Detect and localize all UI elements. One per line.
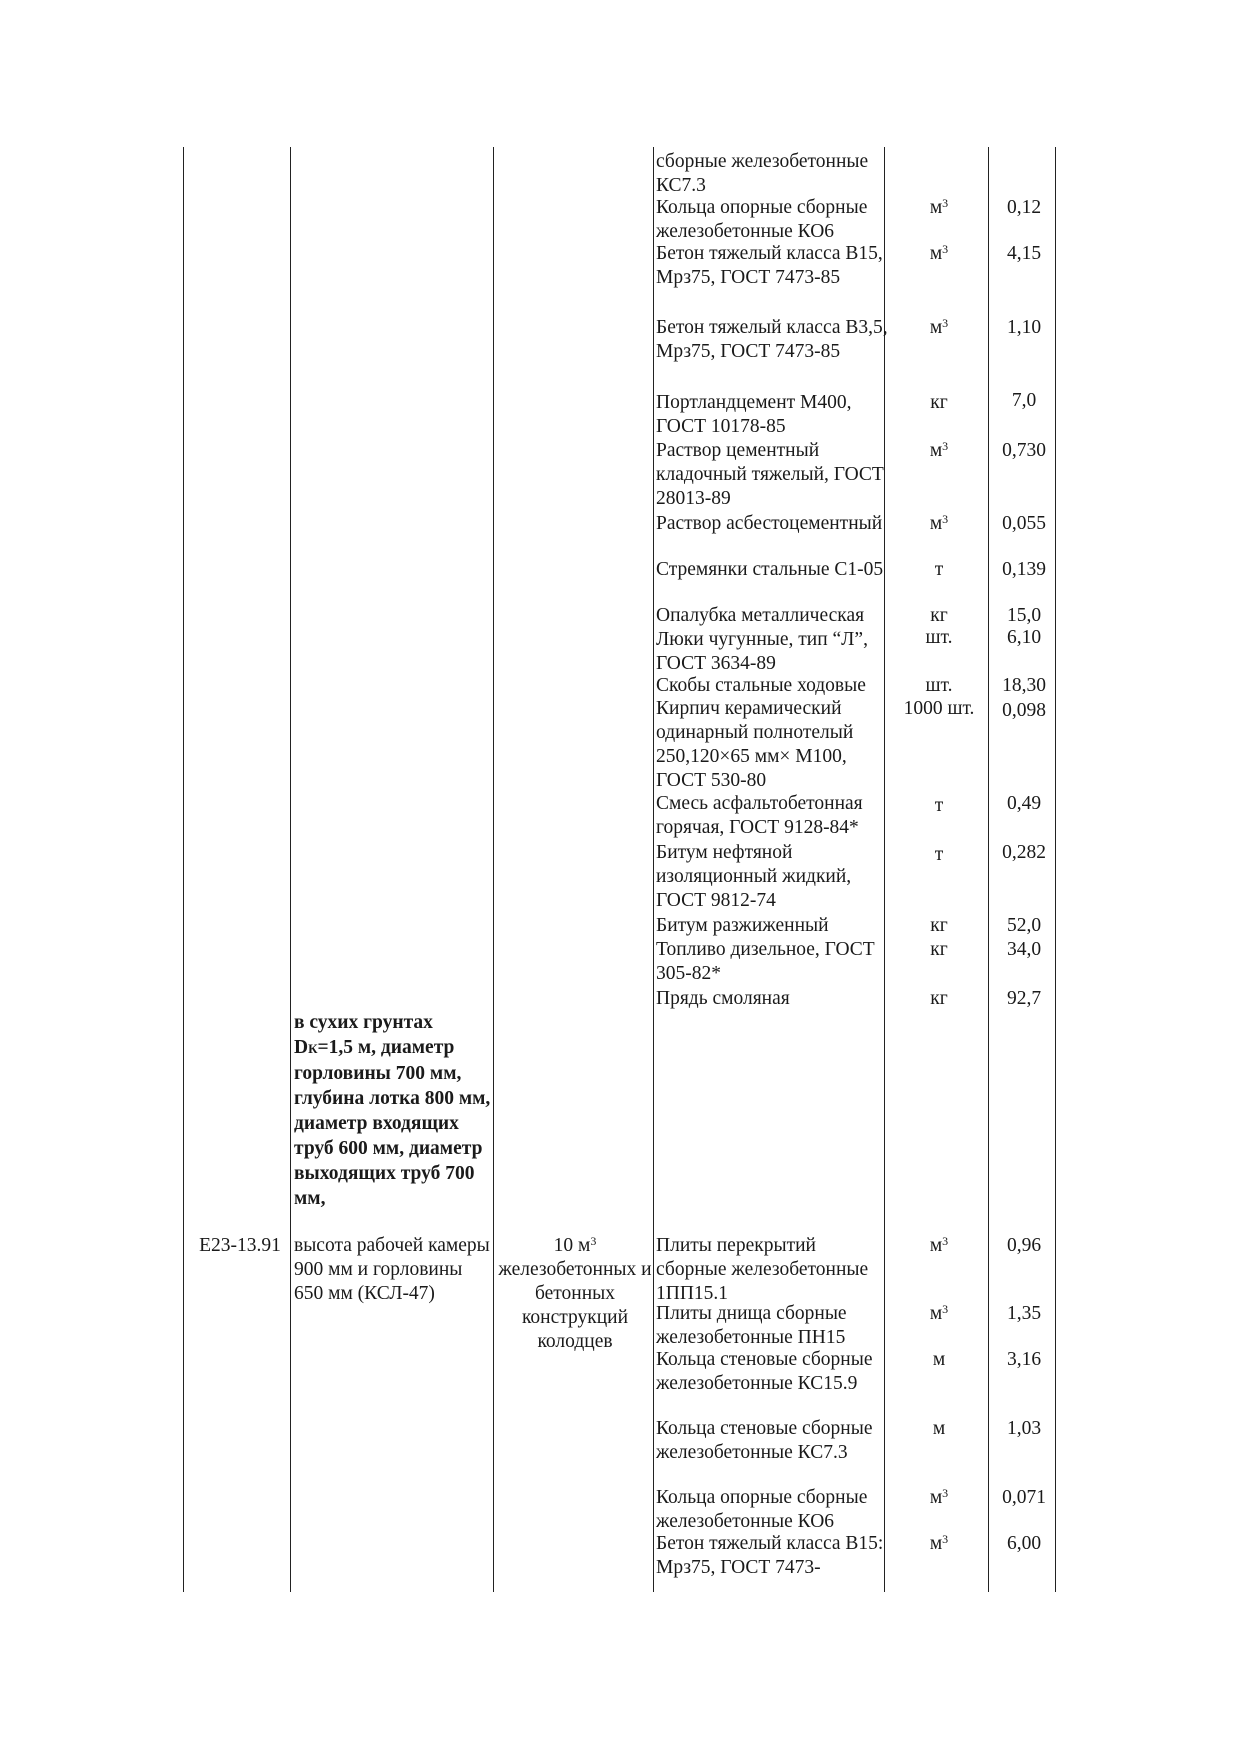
quantity-cell: 6,10 (1006, 627, 1042, 648)
unit-cell: кг (930, 915, 948, 936)
column-rule (988, 147, 989, 1592)
quantity-cell: 6,00 (1006, 1533, 1042, 1554)
quantity-cell: 0,730 (1002, 440, 1046, 461)
unit-cell: $м^3$ (929, 1234, 949, 1256)
unit-cell: т (934, 844, 944, 865)
column-rule (290, 147, 291, 1592)
material-name: Бетон тяжелый класса В3,5, Мрз75, ГОСТ 7473-85 (656, 317, 888, 362)
quantity-cell: 0,96 (1006, 1235, 1042, 1256)
quantity-cell: 1,10 (1006, 317, 1042, 338)
material-name: Битум разжиженный (656, 915, 829, 936)
material-name: Кирпич керамический одинарный полнотелый 250,120×65 мм× М100, ГОСТ 530-80 (656, 698, 854, 791)
unit-cell: $м^3$ (929, 439, 949, 461)
unit-cell: $м^3$ (929, 512, 949, 534)
quantity-cell: 7,0 (1011, 390, 1037, 411)
material-name: Раствор асбестоцементный (656, 513, 883, 534)
material-name: Скобы стальные ходовые (656, 675, 866, 696)
material-name: Прядь смоляная (656, 988, 790, 1009)
unit-cell: $м^3$ (929, 316, 949, 338)
quantity-cell: 15,0 (1006, 605, 1042, 626)
material-name: Смесь асфальтобетонная горячая, ГОСТ 9128-84* (656, 793, 863, 838)
material-name: сборные железобетонные КС7.3 (656, 151, 869, 196)
unit-cell: $м^3$ (929, 1486, 949, 1508)
material-name: Кольца опорные сборные железобетонные КО6 (656, 1487, 868, 1532)
unit-cell: кг (930, 988, 948, 1009)
quantity-cell: 92,7 (1006, 988, 1042, 1009)
material-name: Топливо дизельное, ГОСТ 305-82* (656, 939, 875, 984)
quantity-cell: 0,071 (1002, 1487, 1046, 1508)
material-name: Плиты перекрытий сборные железобетонные 1ПП15.1 (656, 1235, 869, 1304)
quantity-cell: 0,098 (1002, 700, 1046, 721)
unit-cell: шт. (925, 627, 953, 648)
quantity-cell: 4,15 (1006, 243, 1042, 264)
unit-cell: $м^3$ (929, 1532, 949, 1554)
unit-cell: 1000 шт. (903, 698, 975, 719)
material-name: Плиты днища сборные железобетонные ПН15 (656, 1303, 847, 1348)
column-rule (183, 147, 184, 1592)
item-title-rest: высота рабочей камеры 900 мм и горловины 650 мм (КСЛ-47) (294, 1235, 490, 1304)
material-name: Портландцемент М400, ГОСТ 10178-85 (656, 392, 852, 437)
measure-unit: 10 $м^3$ железобетонных и бетонных конструкций колодцев (498, 1234, 652, 1352)
material-name: Опалубка металлическая (656, 605, 865, 626)
column-rule (493, 147, 494, 1592)
quantity-cell: 3,16 (1006, 1349, 1042, 1370)
column-rule (1055, 147, 1056, 1592)
unit-cell: т (934, 559, 944, 580)
unit-cell: $м^3$ (929, 242, 949, 264)
unit-cell: шт. (925, 675, 953, 696)
item-code: Е23-13.91 (199, 1235, 281, 1256)
material-name: Люки чугунные, тип “Л”, ГОСТ 3634-89 (656, 629, 868, 674)
unit-cell: т (934, 795, 944, 816)
unit-cell: м (932, 1349, 946, 1370)
material-name: Бетон тяжелый класса В15: Мрз75, ГОСТ 7473- (656, 1533, 884, 1578)
quantity-cell: 1,35 (1006, 1303, 1042, 1324)
material-name: Кольца стеновые сборные железобетонные КС15.9 (656, 1349, 873, 1394)
column-rule (653, 147, 654, 1592)
material-name: Стремянки стальные С1-05 (656, 559, 884, 580)
unit-cell: м (932, 1418, 946, 1439)
material-name: Кольца стеновые сборные железобетонные КС7.3 (656, 1418, 873, 1463)
quantity-cell: 0,282 (1002, 842, 1046, 863)
unit-cell: кг (930, 605, 948, 626)
material-name: Битум нефтяной изоляционный жидкий, ГОСТ 9812-74 (656, 842, 852, 911)
unit-cell: $м^3$ (929, 1302, 949, 1324)
quantity-cell: 0,49 (1006, 793, 1042, 814)
item-title-bold: в сухих грунтах DК=1,5 м, диаметр горловины 700 мм, глубина лотка 800 мм, диаметр входящих труб 600 мм, диаметр выходящих труб 700 мм, (294, 1012, 491, 1209)
unit-cell: $м^3$ (929, 196, 949, 218)
material-name: Раствор цементный кладочный тяжелый, ГОСТ 28013-89 (656, 440, 884, 509)
unit-cell: кг (930, 392, 948, 413)
quantity-cell: 52,0 (1006, 915, 1042, 936)
quantity-cell: 0,139 (1002, 559, 1046, 580)
quantity-cell: 18,30 (1002, 675, 1046, 696)
material-name: Бетон тяжелый класса В15, Мрз75, ГОСТ 7473-85 (656, 243, 883, 288)
quantity-cell: 0,12 (1006, 197, 1042, 218)
material-name: Кольца опорные сборные железобетонные КО6 (656, 197, 868, 242)
quantity-cell: 0,055 (1002, 513, 1046, 534)
unit-cell: кг (930, 939, 948, 960)
quantity-cell: 1,03 (1006, 1418, 1042, 1439)
quantity-cell: 34,0 (1006, 939, 1042, 960)
